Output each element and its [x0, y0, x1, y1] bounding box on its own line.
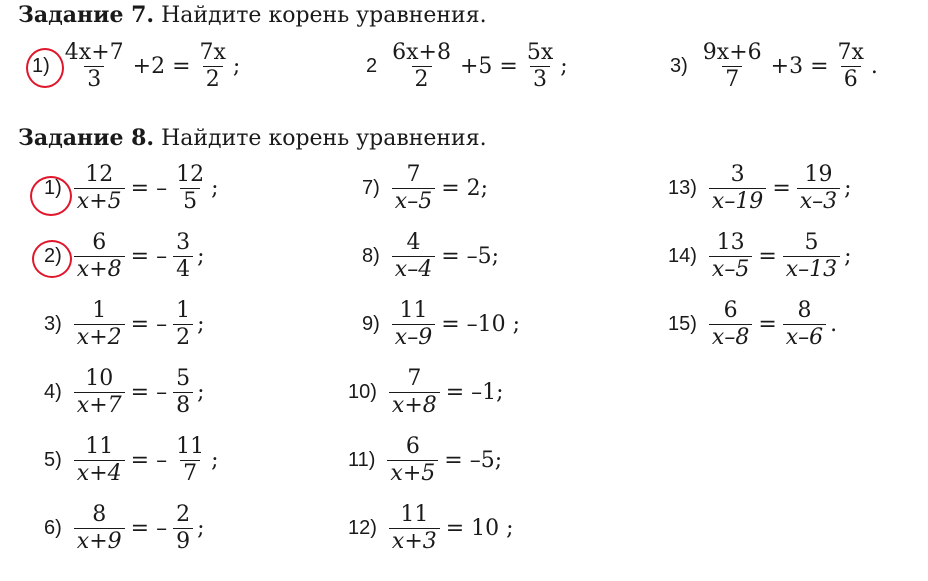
equation-number: 10) [348, 381, 377, 403]
denominator: x–6 [783, 324, 826, 349]
numerator: 9x+6 [702, 40, 762, 65]
denominator: x+7 [74, 392, 125, 417]
numerator: 1 [176, 298, 191, 323]
equation-number: 4) [44, 381, 62, 403]
numerator: 5 [176, 366, 191, 391]
fraction-right [783, 232, 840, 281]
fraction-left [709, 232, 752, 281]
denominator: x–5 [392, 188, 435, 213]
terminator: ; [197, 244, 205, 269]
equation-number: 3) [670, 55, 688, 77]
task8-equation-13 [668, 164, 852, 213]
task8-equation-11 [348, 436, 504, 485]
terminator: ; [197, 380, 205, 405]
fraction-left [392, 232, 435, 281]
fraction-right [197, 42, 229, 91]
operator: +2 = [132, 54, 191, 79]
equation-number: 2) [44, 245, 62, 267]
equation-number: 11) [348, 449, 376, 471]
numerator: 3 [730, 162, 745, 187]
equation-number: 15) [668, 313, 697, 335]
task8-equation-10 [348, 368, 506, 417]
fraction-left [700, 42, 765, 91]
fraction-left [389, 368, 440, 417]
denominator: 9 [173, 528, 193, 553]
task8-heading-text: Найдите корень уравнения. [154, 126, 487, 151]
terminator: ; [844, 244, 852, 269]
operator: = [772, 176, 791, 201]
task8-equation-8 [362, 232, 501, 281]
equation-number: 14) [668, 245, 697, 267]
operator: = – [130, 244, 168, 269]
terminator: . [870, 54, 878, 79]
task8-equation-2 [44, 232, 205, 281]
fraction-left [709, 300, 752, 349]
fraction-left [62, 42, 127, 91]
right-hand-side: = –1; [445, 380, 504, 405]
operator: = – [130, 312, 168, 337]
numerator: 11 [176, 434, 205, 459]
fraction-left [74, 300, 125, 349]
task7-equation-3 [670, 42, 878, 91]
task8-equation-5 [44, 436, 219, 485]
task8-equation-12 [348, 504, 516, 553]
fraction-left [74, 368, 125, 417]
equation-number: 5) [44, 449, 62, 471]
operator: = [758, 312, 777, 337]
denominator: x+4 [74, 460, 125, 485]
operator: = [758, 244, 777, 269]
fraction-right [173, 232, 193, 281]
denominator: x+9 [74, 528, 125, 553]
denominator: x–4 [392, 256, 435, 281]
denominator: x–13 [783, 256, 840, 281]
numerator: 7x [837, 40, 864, 65]
denominator: 2 [203, 66, 223, 91]
fraction-right [524, 42, 556, 91]
task7-heading [18, 2, 487, 28]
fraction-left [387, 436, 438, 485]
denominator: x+5 [387, 460, 438, 485]
equation-number: 6) [44, 517, 62, 539]
numerator: 2 [176, 502, 191, 527]
denominator: 6 [841, 66, 861, 91]
fraction-left [709, 164, 766, 213]
task8-heading [18, 125, 487, 151]
fraction-left [74, 164, 125, 213]
denominator: 8 [173, 392, 193, 417]
terminator: ; [211, 176, 219, 201]
equation-number: 12) [348, 517, 377, 539]
task8-equation-9 [362, 300, 522, 349]
terminator: . [830, 312, 838, 337]
equation-number: 3) [44, 313, 62, 335]
numerator: 3 [176, 230, 191, 255]
terminator: ; [211, 448, 219, 473]
numerator: 11 [400, 502, 429, 527]
fraction-left [74, 232, 125, 281]
numerator: 5 [804, 230, 819, 255]
task7-heading-bold: Задание 7. [18, 2, 155, 28]
numerator: 7 [406, 162, 421, 187]
equation-number: 1) [44, 177, 62, 199]
fraction-left [392, 300, 435, 349]
fraction-left [389, 42, 454, 91]
right-hand-side: = 2; [441, 176, 489, 201]
denominator: x+3 [389, 528, 440, 553]
fraction-right [783, 300, 826, 349]
terminator: ; [197, 312, 205, 337]
task8-equation-14 [668, 232, 852, 281]
operator: = – [130, 516, 168, 541]
equation-number: 9) [362, 313, 380, 335]
equation-number: 7) [362, 177, 380, 199]
fraction-left [74, 436, 125, 485]
task7-equation-2 [366, 42, 568, 91]
fraction-right [173, 164, 207, 213]
fraction-right [173, 368, 193, 417]
task8-equation-1 [44, 164, 219, 213]
equation-number: 1) [32, 55, 50, 77]
fraction-left [74, 504, 125, 553]
right-hand-side: = –10 ; [441, 312, 521, 337]
denominator: 7 [180, 460, 200, 485]
task8-equation-15 [668, 300, 837, 349]
equation-number: 8) [362, 245, 380, 267]
numerator: 7x [199, 40, 226, 65]
operator: +3 = [770, 54, 829, 79]
numerator: 8 [797, 298, 812, 323]
task8-equation-6 [44, 504, 205, 553]
operator: = – [130, 380, 168, 405]
fraction-right [173, 300, 193, 349]
denominator: 2 [412, 66, 432, 91]
numerator: 7 [407, 366, 422, 391]
denominator: 4 [173, 256, 193, 281]
fraction-left [389, 504, 440, 553]
task8-heading-bold: Задание 8. [18, 125, 155, 151]
fraction-right [173, 504, 193, 553]
denominator: x–8 [709, 324, 752, 349]
numerator: 10 [85, 366, 114, 391]
fraction-right [797, 164, 840, 213]
operator: = – [130, 176, 168, 201]
task7-equation-1 [32, 42, 240, 91]
numerator: 11 [85, 434, 114, 459]
right-hand-side: = –5; [444, 448, 503, 473]
denominator: 7 [722, 66, 742, 91]
numerator: 13 [716, 230, 745, 255]
operator: +5 = [459, 54, 518, 79]
numerator: 6 [92, 230, 107, 255]
denominator: 2 [173, 324, 193, 349]
operator: = – [130, 448, 168, 473]
numerator: 6x+8 [392, 40, 451, 65]
task7-heading-text: Найдите корень уравнения. [154, 3, 487, 28]
right-hand-side: = –5; [441, 244, 500, 269]
denominator: x+5 [74, 188, 125, 213]
numerator: 4 [406, 230, 421, 255]
denominator: 5 [180, 188, 200, 213]
numerator: 4x+7 [64, 40, 124, 65]
numerator: 8 [92, 502, 107, 527]
numerator: 6 [723, 298, 738, 323]
terminator: ; [197, 516, 205, 541]
denominator: x–5 [709, 256, 752, 281]
denominator: 3 [530, 66, 550, 91]
fraction-right [173, 436, 207, 485]
terminator: ; [560, 54, 568, 79]
numerator: 19 [804, 162, 833, 187]
terminator: ; [844, 176, 852, 201]
denominator: x+2 [74, 324, 125, 349]
numerator: 6 [405, 434, 420, 459]
denominator: x+8 [74, 256, 125, 281]
fraction-left [392, 164, 435, 213]
fraction-right [835, 42, 867, 91]
denominator: x+8 [389, 392, 440, 417]
numerator: 11 [399, 298, 428, 323]
numerator: 12 [176, 162, 205, 187]
numerator: 5x [526, 40, 554, 65]
denominator: x–19 [709, 188, 766, 213]
task8-equation-3 [44, 300, 205, 349]
numerator: 1 [92, 298, 107, 323]
task8-equation-7 [362, 164, 490, 213]
equation-number: 2 [366, 55, 378, 77]
task8-equation-4 [44, 368, 205, 417]
terminator: ; [232, 54, 241, 79]
denominator: x–9 [392, 324, 435, 349]
denominator: x–3 [797, 188, 840, 213]
right-hand-side: = 10 ; [445, 516, 514, 541]
denominator: 3 [84, 66, 104, 91]
numerator: 12 [85, 162, 114, 187]
equation-number: 13) [668, 177, 697, 199]
